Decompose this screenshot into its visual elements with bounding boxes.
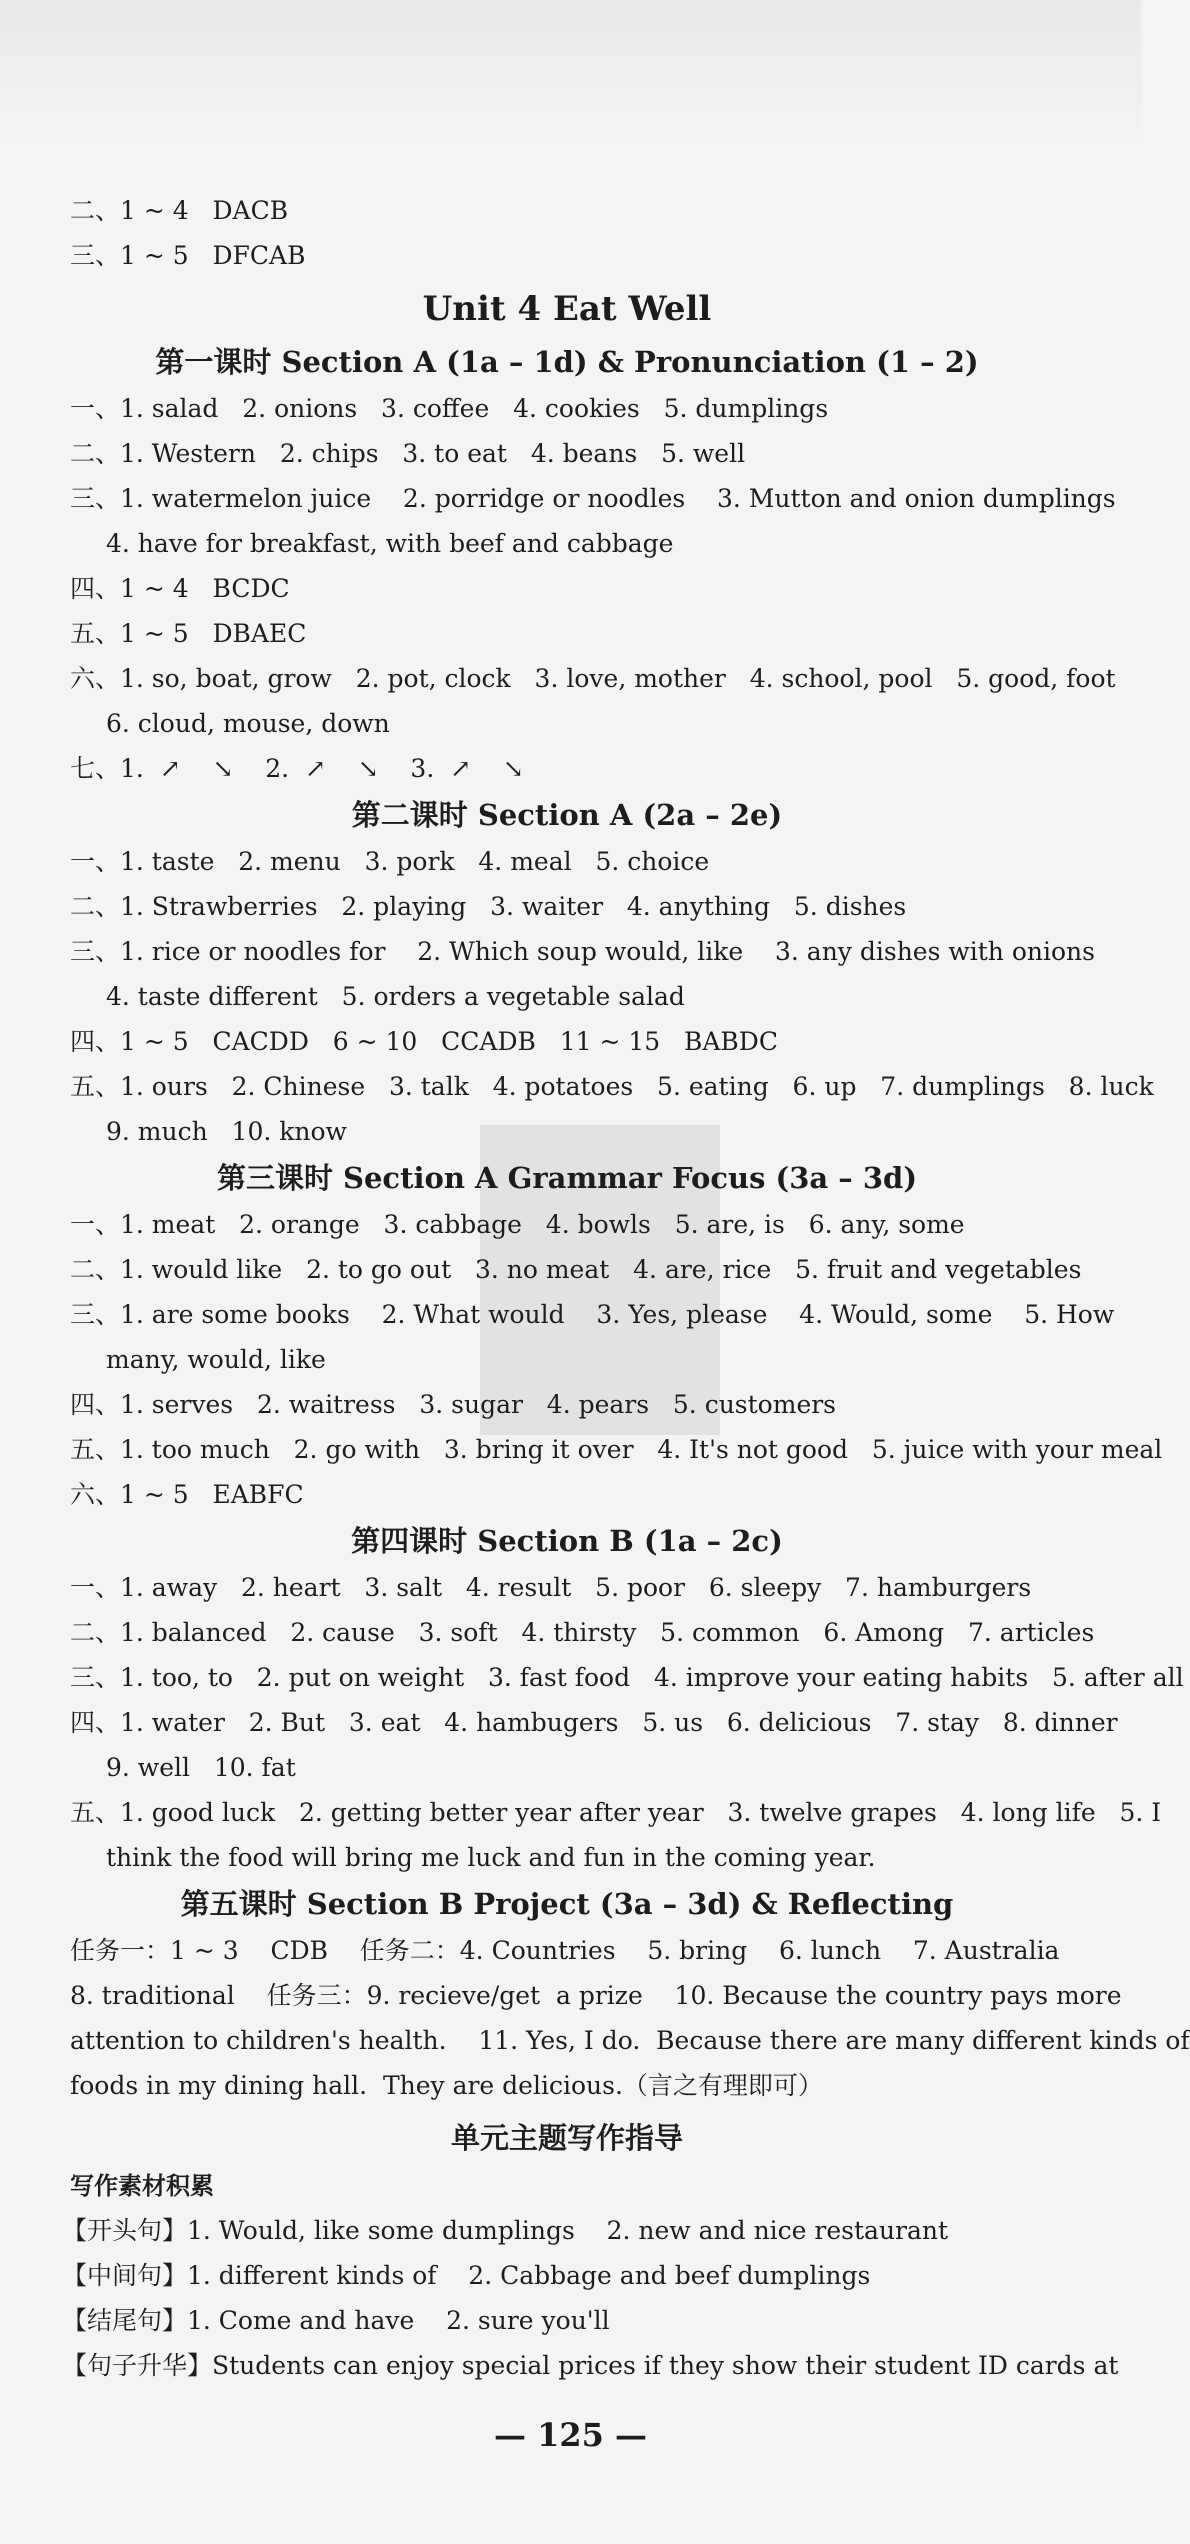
answer-line: attention to children's health. 11. Yes, I do. Because there are many different kinds of [70, 2026, 1190, 2055]
lesson-title: 第一课时 Section A (1a – 1d) & Pronunciation (1 – 2) [155, 345, 979, 379]
answer-line: 六、1 ~ 5 EABFC [70, 1480, 304, 1509]
writing-line: 【开头句】1. Would, like some dumplings 2. new and nice restaurant [62, 2216, 949, 2245]
answer-content [62, 188, 1190, 2388]
lesson-title: 第二课时 Section A (2a – 2e) [351, 798, 783, 832]
answer-line: 二、1. balanced 2. cause 3. soft 4. thirsty 5. common 6. Among 7. articles [70, 1618, 1095, 1647]
answer-line: 五、1 ~ 5 DBAEC [70, 619, 307, 648]
answer-line: 三、1. too, to 2. put on weight 3. fast food 4. improve your eating habits 5. after all [70, 1663, 1184, 1692]
writing-section-title: 单元主题写作指导 [450, 2121, 683, 2155]
answer-line: 二、1. would like 2. to go out 3. no meat 4. are, rice 5. fruit and vegetables [70, 1255, 1082, 1284]
lesson-title: 第五课时 Section B Project (3a – 3d) & Reflecting [180, 1887, 954, 1921]
answer-line: 二、1 ~ 4 DACB [70, 196, 289, 225]
answer-line: 4. taste different 5. orders a vegetable salad [106, 982, 685, 1011]
writing-line: 【中间句】1. different kinds of 2. Cabbage and beef dumplings [62, 2261, 871, 2290]
answer-line: 任务一：1 ~ 3 CDB 任务二：4. Countries 5. bring 6. lunch 7. Australia [70, 1936, 1060, 1965]
answer-line: many, would, like [106, 1345, 326, 1374]
answer-line: 五、1. ours 2. Chinese 3. talk 4. potatoes 5. eating 6. up 7. dumplings 8. luck [70, 1072, 1154, 1101]
answer-line: 8. traditional 任务三：9. recieve/get a prize 10. Because the country pays more [70, 1981, 1122, 2010]
answer-line: 一、1. away 2. heart 3. salt 4. result 5. poor 6. sleepy 7. hamburgers [70, 1573, 1032, 1602]
answer-line: 一、1. taste 2. menu 3. pork 4. meal 5. choice [70, 847, 710, 876]
answer-line: 七、1. ↗ ↘ 2. ↗ ↘ 3. ↗ ↘ [70, 754, 524, 783]
answer-line: 四、1. serves 2. waitress 3. sugar 4. pears 5. customers [70, 1390, 837, 1419]
answer-line: 五、1. good luck 2. getting better year after year 3. twelve grapes 4. long life 5. I [70, 1798, 1162, 1827]
answer-line: 9. well 10. fat [106, 1753, 296, 1782]
answer-line: 4. have for breakfast, with beef and cabbage [106, 529, 674, 558]
answer-line: 一、1. salad 2. onions 3. coffee 4. cookies 5. dumplings [70, 394, 829, 423]
writing-subtitle: 写作素材积累 [70, 2172, 214, 2200]
lesson-title: 第三课时 Section A Grammar Focus (3a – 3d) [216, 1161, 918, 1195]
answer-line: 三、1. rice or noodles for 2. Which soup would, like 3. any dishes with onions [70, 937, 1095, 966]
writing-lines [62, 2208, 1119, 2388]
answer-line: 三、1 ~ 5 DFCAB [70, 241, 306, 270]
lesson-title: 第四课时 Section B (1a – 2c) [351, 1524, 783, 1558]
page-number: — 125 — [493, 2416, 648, 2454]
answer-line: 一、1. meat 2. orange 3. cabbage 4. bowls 5. are, is 6. any, some [70, 1210, 965, 1239]
writing-line: 【句子升华】Students can enjoy special prices if they show their student ID cards at [62, 2351, 1119, 2380]
answer-line: 9. much 10. know [106, 1117, 347, 1146]
top-margin-shade [0, 0, 1141, 150]
writing-line: 【结尾句】1. Come and have 2. sure you'll [62, 2306, 610, 2335]
answer-line: 四、1 ~ 4 BCDC [70, 574, 290, 603]
answer-line: 六、1. so, boat, grow 2. pot, clock 3. love, mother 4. school, pool 5. good, foot [70, 664, 1116, 693]
answer-line: foods in my dining hall. They are delicious.（言之有理即可） [70, 2071, 823, 2100]
answer-line: 三、1. watermelon juice 2. porridge or noodles 3. Mutton and onion dumplings [70, 484, 1116, 513]
answer-line: 五、1. too much 2. go with 3. bring it over 4. It's not good 5. juice with your meal [70, 1435, 1163, 1464]
answer-line: 6. cloud, mouse, down [106, 709, 390, 738]
answer-line: think the food will bring me luck and fun in the coming year. [106, 1843, 876, 1872]
answer-line: 三、1. are some books 2. What would 3. Yes, please 4. Would, some 5. How [70, 1300, 1115, 1329]
answer-line: 四、1 ~ 5 CACDD 6 ~ 10 CCADB 11 ~ 15 BABDC [70, 1027, 778, 1056]
unit-title: Unit 4 Eat Well [422, 289, 712, 329]
answer-line: 二、1. Western 2. chips 3. to eat 4. beans 5. well [70, 439, 746, 468]
lessons [62, 338, 1190, 2108]
pre-lines [62, 188, 1072, 278]
answer-line: 四、1. water 2. But 3. eat 4. hambugers 5. us 6. delicious 7. stay 8. dinner [70, 1708, 1118, 1737]
answer-line: 二、1. Strawberries 2. playing 3. waiter 4. anything 5. dishes [70, 892, 907, 921]
